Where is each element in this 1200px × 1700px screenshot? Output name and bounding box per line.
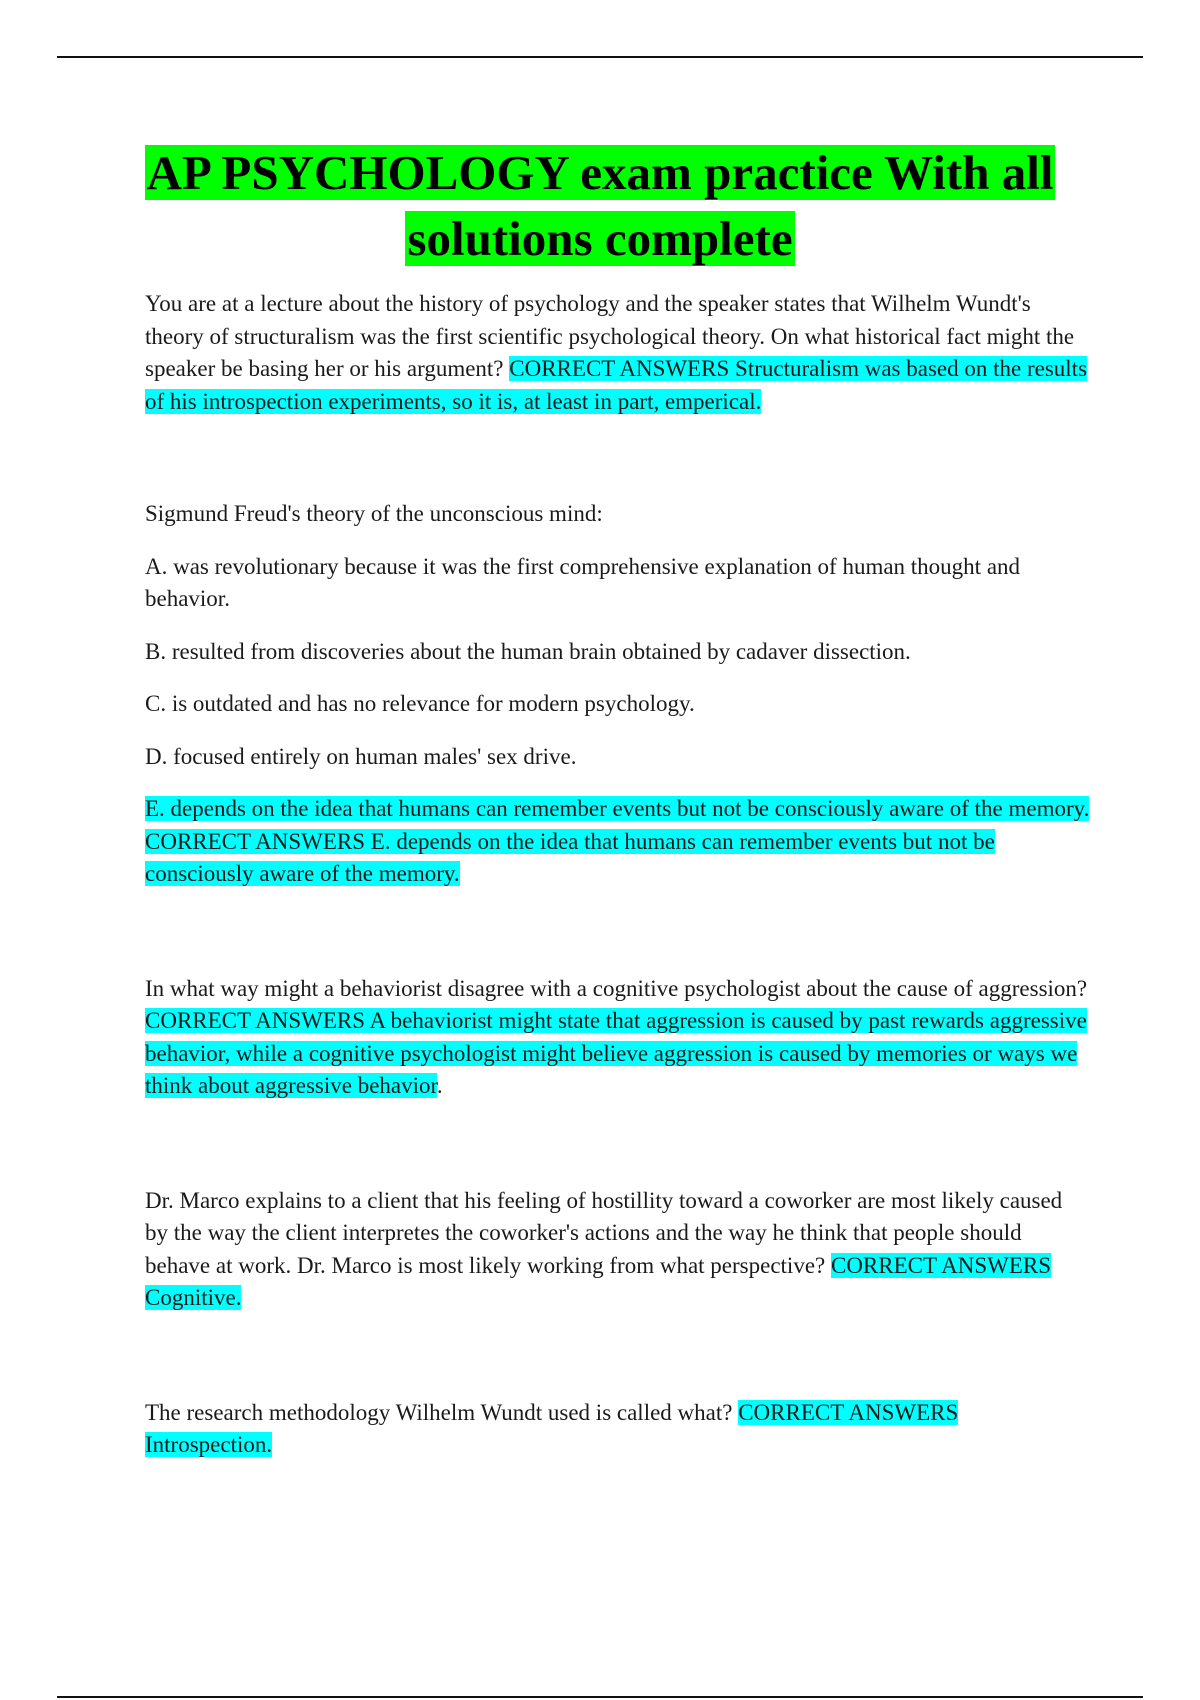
question-3 xyxy=(145,973,1090,1103)
question-4-prompt: Dr. Marco explains to a client that his feeling of hostillity toward a coworker are most likely caused by the way the client interpretes the coworker's actions and the way he think that people should behave at work. Dr. Marco is most likely working from what perspective? xyxy=(145,1187,1063,1278)
question-2-answer: E. depends on the idea that humans can remember events but not be consciously aware of the memory. CORRECT ANSWERS E. depends on the idea that humans can remember events but not be consciously aware of the memory. xyxy=(145,796,1090,886)
question-2-prompt: Sigmund Freud's theory of the unconscious mind: xyxy=(145,501,603,526)
bottom-rule xyxy=(57,1696,1143,1698)
question-4 xyxy=(145,1185,1090,1315)
question-1 xyxy=(145,288,1090,418)
question-2-option-c: C. is outdated and has no relevance for modern psychology. xyxy=(145,691,695,716)
question-2-option-a: A. was revolutionary because it was the first comprehensive explanation of human thought and behavior. xyxy=(145,553,1021,611)
question-3-prompt: In what way might a behaviorist disagree with a cognitive psychologist about the cause of aggression? xyxy=(145,975,1088,1001)
spacer xyxy=(145,891,1090,973)
spacer xyxy=(145,418,1090,498)
question-5-answer: CORRECT ANSWERS Introspection. xyxy=(145,1399,959,1457)
question-1-prompt: You are at a lecture about the history of psychology and the speaker states that Wilhelm Wundt's theory of structuralism was the first scientific psychological theory. On what historical fact might the speaker be basing her or his argument? xyxy=(145,291,1075,381)
question-4-answer: CORRECT ANSWERS Cognitive. xyxy=(145,1252,1052,1310)
question-2-option-d: D. focused entirely on human males' sex drive. xyxy=(145,743,577,769)
top-rule xyxy=(57,56,1143,58)
spacer xyxy=(145,1103,1090,1185)
question-2-answer-paragraph xyxy=(145,793,1090,891)
question-1-answer: CORRECT ANSWERS Structuralism was based on the results of his introspection experiments, so it is, at least in part, emperical. xyxy=(145,356,1088,414)
document-body xyxy=(145,288,1090,1462)
page-title: AP PSYCHOLOGY exam practice With all solutions complete xyxy=(146,145,1054,266)
spacer xyxy=(145,1315,1090,1397)
question-5 xyxy=(145,1397,1090,1462)
question-3-trailing: . xyxy=(436,1073,443,1098)
title-block xyxy=(100,140,1100,272)
question-2-option-b: B. resulted from discoveries about the human brain obtained by cadaver dissection. xyxy=(145,638,911,664)
question-5-prompt: The research methodology Wilhelm Wundt used is called what? xyxy=(145,1399,733,1425)
question-3-answer: CORRECT ANSWERS A behaviorist might state that aggression is caused by past rewards aggressive behavior, while a cognitive psychologist might believe aggression is caused by memories or ways we think about aggressive behavior xyxy=(145,1008,1087,1098)
